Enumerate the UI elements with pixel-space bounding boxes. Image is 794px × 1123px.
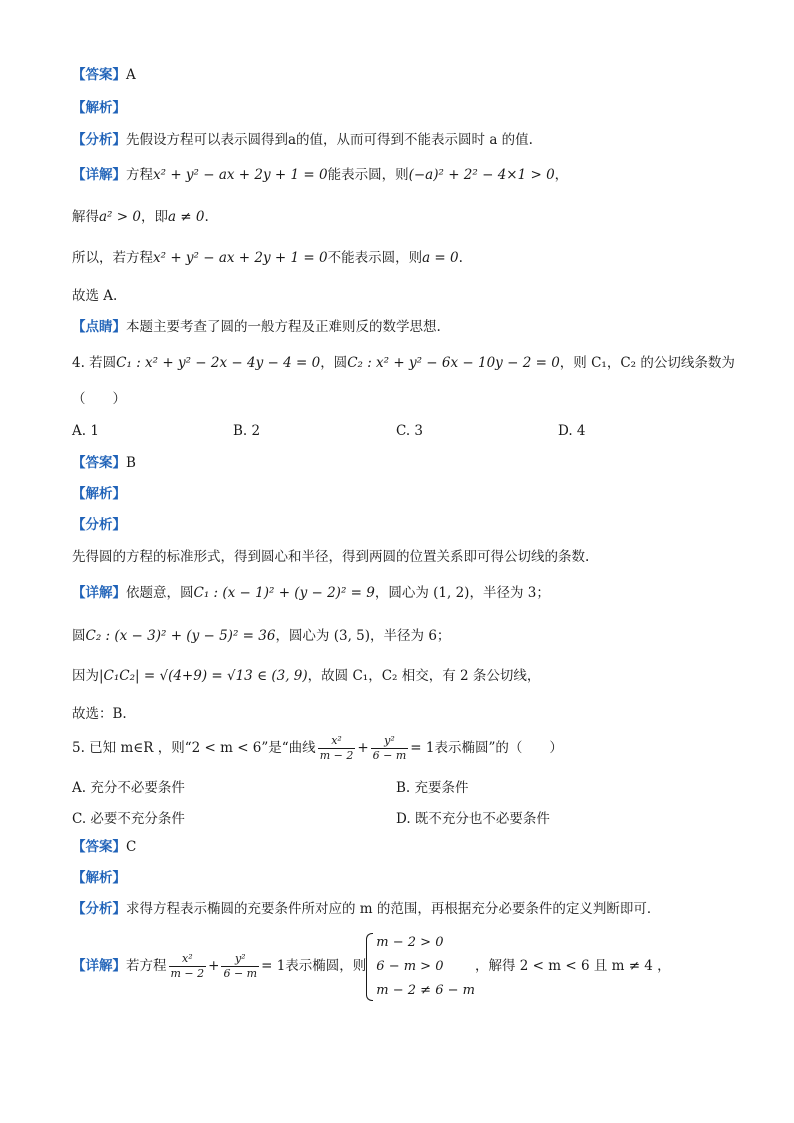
system-row: m − 2 ≠ 6 − m (376, 982, 475, 998)
stem-text: ，圆 (320, 355, 348, 371)
conclusion-result: a = 0 (422, 250, 459, 266)
q4-fenxi-line (72, 516, 126, 534)
q3-solve-line: 解得a² > 0，即a ≠ 0. (72, 209, 209, 225)
fraction-denominator: 6 − m (223, 967, 258, 980)
answer-value: C (126, 839, 137, 855)
answer-tag: 【答案】 (72, 455, 126, 471)
choose-text: 故选 A. (72, 288, 118, 304)
solve-eq: a² > 0 (99, 209, 141, 225)
fraction-numerator: y² (221, 952, 259, 967)
solve-text: ，即 (140, 209, 168, 225)
detail-tag: 【详解】 (72, 585, 126, 601)
q4-answer-line (72, 454, 136, 472)
condition: (−a)² + 2² − 4×1 > 0 (408, 167, 555, 183)
circle-c2-standard: C₂ : (x − 3)² + (y − 5)² = 36 (85, 628, 276, 644)
q3-conclusion-line: 所以，若方程x² + y² − ax + 2y + 1 = 0不能表示圆，则a = 0. (72, 250, 463, 266)
q3-answer-line (72, 66, 136, 84)
fraction-y (371, 734, 409, 763)
q4-option-c: C. 3 (396, 423, 424, 439)
fraction-numerator: y² (371, 734, 409, 749)
analysis-tag: 【解析】 (72, 870, 126, 886)
fraction-denominator: 6 − m (372, 749, 407, 762)
q4-paren: （ ） (72, 391, 126, 407)
answer-tag: 【答案】 (72, 839, 126, 855)
detail-text: ，解得 2 < m < 6 且 m ≠ 4 ， (474, 958, 671, 974)
plus-sign: + (208, 958, 220, 974)
q4-fenxi-text: 先得圆的方程的标准形式，得到圆心和半径，得到两圆的位置关系即可得公切线的条数. (72, 549, 590, 565)
detail-text: 方程 (126, 167, 153, 183)
q5-option-b: B. 充要条件 (396, 780, 469, 796)
fraction-numerator: x² (169, 952, 207, 967)
q3-analysis-line (72, 99, 126, 117)
system-row: m − 2 > 0 (376, 934, 444, 950)
q3-choose-line (72, 287, 117, 305)
fenxi-tag: 【分析】 (72, 901, 126, 917)
plus-sign: + (357, 740, 369, 756)
answer-value: A (126, 67, 136, 83)
q4-choose-line: 故选：B. (72, 706, 127, 722)
answer-value: B (126, 455, 136, 471)
q3-comment-line (72, 318, 441, 336)
circle-c2-eq: C₂ : x² + y² − 6x − 10y − 2 = 0 (347, 355, 560, 371)
q4-option-a: A. 1 (72, 423, 99, 439)
detail-text: ，圆心为 (3, 5)，半径为 6； (275, 628, 451, 644)
q4-option-d: D. 4 (558, 423, 586, 439)
stem-text: = 1表示椭圆”的（ ） (410, 740, 563, 756)
question-number: 4. 若圆 (72, 355, 117, 371)
detail-text: 依题意，圆 (126, 585, 194, 601)
q5-detail-line (72, 930, 671, 1003)
analysis-tag: 【解析】 (72, 100, 126, 116)
fraction-y (221, 952, 259, 981)
q5-fenxi-line (72, 900, 660, 918)
q5-option-a: A. 充分不必要条件 (72, 780, 185, 796)
stem-text: 5. 已知 m∈R ，则“2 < m < 6”是“曲线 (72, 740, 316, 756)
fraction-x (318, 734, 356, 763)
q4-option-b: B. 2 (233, 423, 261, 439)
solve-text: 解得 (72, 209, 99, 225)
fenxi-tag: 【分析】 (72, 132, 126, 148)
circle-c1-standard: C₁ : (x − 1)² + (y − 2)² = 9 (193, 585, 375, 601)
q5-stem-line (72, 730, 563, 766)
comment-tag: 【点睛】 (72, 319, 126, 335)
system-row: 6 − m > 0 (376, 958, 444, 974)
answer-tag: 【答案】 (72, 67, 126, 83)
q4-detail-line-3 (72, 667, 540, 685)
fraction-numerator: x² (318, 734, 356, 749)
fraction-denominator: m − 2 (319, 749, 354, 762)
fraction-x (169, 952, 207, 981)
fenxi-text: 求得方程表示椭圆的充要条件所对应的 m 的范围，再根据充分必要条件的定义判断即可． (126, 901, 661, 917)
conclusion-text: 不能表示圆，则 (327, 250, 423, 266)
fenxi-text: 先假设方程可以表示圆得到a的值，从而可得到不能表示圆时 a 的值. (126, 132, 533, 148)
fenxi-tag: 【分析】 (72, 517, 126, 533)
equation: x² + y² − ax + 2y + 1 = 0 (153, 167, 328, 183)
conclusion-text: 所以，若方程 (72, 250, 153, 266)
analysis-tag: 【解析】 (72, 486, 126, 502)
q3-fenxi-line (72, 131, 533, 149)
detail-text: 若方程 (126, 958, 167, 974)
detail-text: ，圆心为 (1, 2)，半径为 3； (374, 585, 550, 601)
detail-text: = 1表示椭圆，则 (261, 958, 367, 974)
brace-icon (366, 933, 373, 1001)
q4-analysis-line (72, 485, 126, 503)
q4-detail-line-1 (72, 584, 550, 602)
detail-tag: 【详解】 (72, 167, 126, 183)
detail-text: 圆 (72, 628, 86, 644)
q5-option-c: C. 必要不充分条件 (72, 811, 185, 827)
fraction-denominator: m − 2 (170, 967, 205, 980)
q3-detail-line: 【详解】方程x² + y² − ax + 2y + 1 = 0能表示圆，则(−a)² + 2² − 4×1 > 0， (72, 167, 569, 183)
equation: x² + y² − ax + 2y + 1 = 0 (153, 250, 328, 266)
inequality-system (366, 931, 475, 1003)
q5-analysis-line (72, 869, 126, 887)
detail-tag: 【详解】 (72, 958, 126, 974)
q5-answer-line (72, 838, 136, 856)
circle-c1-eq: C₁ : x² + y² − 2x − 4y − 4 = 0 (116, 355, 321, 371)
solve-result: a ≠ 0 (167, 209, 205, 225)
comment-text: 本题主要考查了圆的一般方程及正难则反的数学思想. (126, 319, 441, 335)
q4-detail-line-2 (72, 627, 450, 645)
q4-stem-line (72, 354, 735, 372)
stem-text: ，则 C₁，C₂ 的公切线条数为 (559, 355, 735, 371)
distance-eq: |C₁C₂| = √(4+9) = √13 ∈ (3, 9) (99, 668, 308, 684)
detail-text: 因为 (72, 668, 99, 684)
detail-text: ，故圆 C₁，C₂ 相交，有 2 条公切线， (307, 668, 541, 684)
q5-option-d: D. 既不充分也不必要条件 (396, 811, 550, 827)
detail-text: 能表示圆，则 (327, 167, 409, 183)
